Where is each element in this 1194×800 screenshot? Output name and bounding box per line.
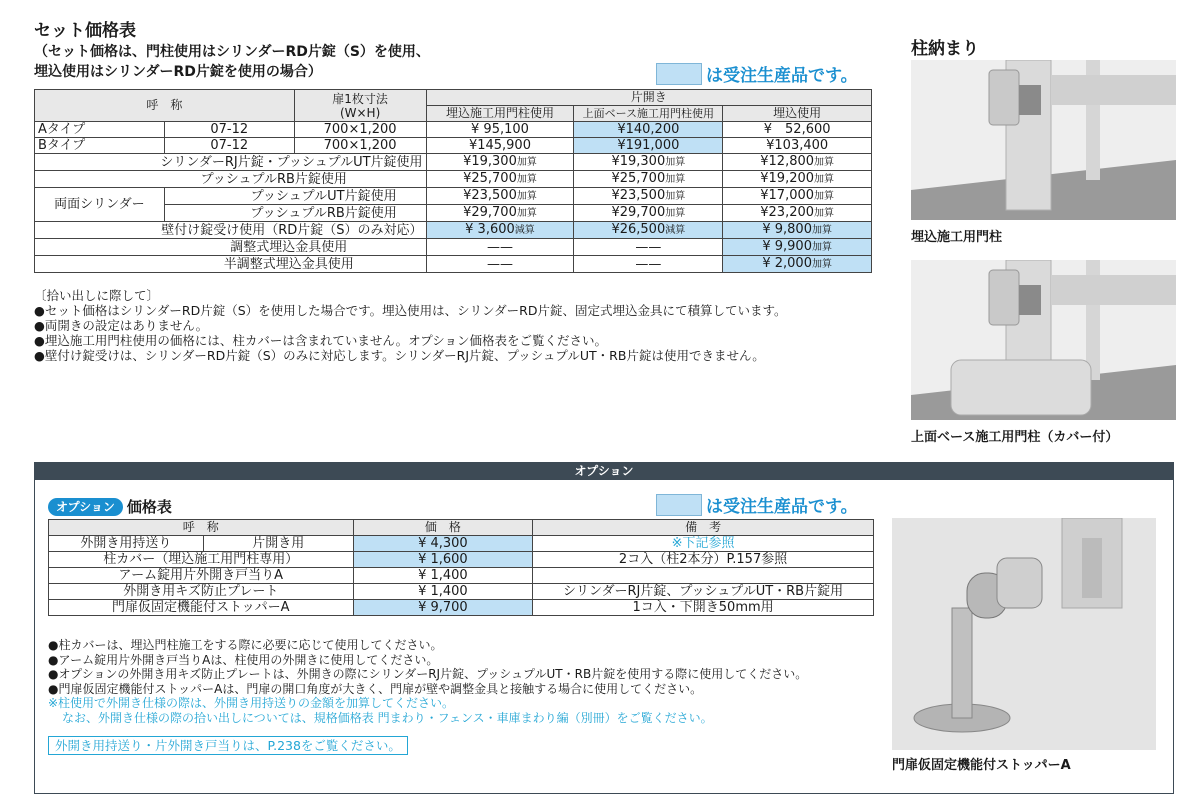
row-b-size: 700×1,200 xyxy=(294,138,426,154)
set-price-title: セット価格表 xyxy=(34,21,136,41)
row8-p2: —— xyxy=(574,239,723,256)
table-row xyxy=(49,600,874,616)
hdr-c2: 上面ベース施工用門柱使用 xyxy=(574,106,723,122)
row8-label: 調整式埋込金具使用 xyxy=(35,239,427,256)
note-line: 〔拾い出しに際して〕 xyxy=(34,288,160,303)
note-line: ●オプションの外開き用キズ防止プレートは、外開きの際にシリンダーRJ片錠、プッシュプルUT・RB片錠を使用する際に使用してください。 xyxy=(48,667,808,681)
row5-group: 両面シリンダー xyxy=(35,188,165,222)
opt-row0-price: ¥ 4,300 xyxy=(353,536,533,552)
row3-label: シリンダーRJ片錠・プッシュプルUT片錠使用 xyxy=(35,154,427,171)
option-notes xyxy=(48,638,878,725)
row5-p1: ¥23,500加算 xyxy=(426,188,574,205)
note-line: ●門扉仮固定機能付ストッパーAは、門扉の開口角度が大きく、門扉が壁や調整金具と接触する場合に使用してください。 xyxy=(48,681,703,696)
row8-p3: ¥ 9,900加算 xyxy=(723,239,872,256)
note-line-cyan: なお、外開き仕様の際の拾い出しについては、規格価格表 門まわり・フェンス・車庫まわり編（別冊）をご覧ください。 xyxy=(62,710,713,725)
stopper-image xyxy=(892,518,1156,750)
row7-label: 壁付け錠受け使用（RD片錠（S）のみ対応） xyxy=(35,222,427,239)
set-price-sub1: （セット価格は、門柱使用はシリンダーRD片錠（S）を使用、 xyxy=(34,44,430,60)
row9-label: 半調整式埋込金具使用 xyxy=(35,256,427,273)
opt-row4-note: 1コ入・下開き50mm用 xyxy=(533,600,874,616)
note-line-cyan: ※柱使用で外開き仕様の際は、外開き用持送りの金額を加算してください。 xyxy=(48,696,455,710)
table-row xyxy=(49,568,874,584)
table-row xyxy=(49,552,874,568)
opt-row0-note: ※下記参照 xyxy=(533,536,874,552)
table-row xyxy=(49,536,874,552)
row5-p3: ¥17,000加算 xyxy=(723,188,872,205)
option-legend xyxy=(656,492,858,517)
set-notes xyxy=(34,288,894,363)
table-row xyxy=(35,154,872,171)
row7-p1: ¥ 3,600減算 xyxy=(426,222,574,239)
opt-row4-a: 門扉仮固定機能付ストッパーA xyxy=(49,600,354,616)
row-a-name: Aタイプ xyxy=(35,122,165,138)
legend-text: は受注生産品です。 xyxy=(706,66,858,86)
note-line: ●埋込施工用門柱使用の価格には、柱カバーは含まれていません。オプション価格表をご覧ください。 xyxy=(34,333,608,348)
row3-p1: ¥19,300加算 xyxy=(426,154,574,171)
row8-p1: —— xyxy=(426,239,574,256)
row9-p1: —— xyxy=(426,256,574,273)
table-row xyxy=(49,584,874,600)
photos-heading: 柱納まり xyxy=(911,39,979,59)
row7-p3: ¥ 9,800加算 xyxy=(723,222,872,239)
option-title-row xyxy=(48,496,172,517)
option-pill: オプション xyxy=(48,498,123,516)
opt-hdr-price: 価 格 xyxy=(353,520,533,536)
embedded-post-image xyxy=(911,60,1176,220)
caption-stopper: 門扉仮固定機能付ストッパーA xyxy=(892,758,1071,773)
option-box-note: 外開き用持送り・片外開き戸当りは、P.238をご覧ください。 xyxy=(48,736,408,755)
option-bar: オプション xyxy=(34,462,1174,480)
table-row xyxy=(35,138,872,154)
set-price-table xyxy=(34,89,872,273)
opt-row4-price: ¥ 9,700 xyxy=(353,600,533,616)
row6-p2: ¥29,700加算 xyxy=(574,205,723,222)
row-b-p1: ¥145,900 xyxy=(426,138,574,154)
opt-row2-a: アーム錠用片外開き戸当りA xyxy=(49,568,354,584)
base-post-image xyxy=(911,260,1176,420)
row4-p1: ¥25,700加算 xyxy=(426,171,574,188)
opt-row3-note: シリンダーRJ片錠、プッシュプルUT・RB片錠用 xyxy=(533,584,874,600)
set-price-sub2: 埋込使用はシリンダーRD片錠を使用の場合） xyxy=(34,64,322,80)
caption-embedded-post: 埋込施工用門柱 xyxy=(911,230,1003,245)
row-a-p2: ¥140,200 xyxy=(574,122,723,138)
hdr-c1: 埋込施工用門柱使用 xyxy=(426,106,574,122)
opt-row0-a: 外開き用持送り xyxy=(49,536,204,552)
row3-p2: ¥19,300加算 xyxy=(574,154,723,171)
row6-p1: ¥29,700加算 xyxy=(426,205,574,222)
row6-label: プッシュプルRB片錠使用 xyxy=(164,205,426,222)
note-line: ●セット価格はシリンダーRD片錠（S）を使用した場合です。埋込使用は、シリンダーRD片錠、固定式埋込金具にて積算しています。 xyxy=(34,303,787,318)
row-b-p2: ¥191,000 xyxy=(574,138,723,154)
row7-p2: ¥26,500減算 xyxy=(574,222,723,239)
row9-p2: —— xyxy=(574,256,723,273)
note-line: ●アーム錠用片外開き戸当りAは、柱使用の外開きに使用してください。 xyxy=(48,652,439,667)
row-a-size: 700×1,200 xyxy=(294,122,426,138)
hdr-name: 呼 称 xyxy=(35,90,295,122)
note-line: ●壁付け錠受けは、シリンダーRD片錠（S）のみに対応します。シリンダーRJ片錠、プッシュプルUT・RB片錠は使用できません。 xyxy=(34,348,765,363)
opt-row1-a: 柱カバー（埋込施工用門柱専用） xyxy=(49,552,354,568)
row5-p2: ¥23,500加算 xyxy=(574,188,723,205)
made-to-order-legend xyxy=(656,61,858,86)
note-line: ●柱カバーは、埋込門柱施工をする際に必要に応じて使用してください。 xyxy=(48,638,443,652)
opt-row0-b: 片開き用 xyxy=(203,536,353,552)
row-a-p1: ¥ 95,100 xyxy=(426,122,574,138)
opt-hdr-note: 備 考 xyxy=(533,520,874,536)
row-a-p3: ¥ 52,600 xyxy=(723,122,872,138)
row5-label: プッシュプルUT片錠使用 xyxy=(164,188,426,205)
opt-row3-price: ¥ 1,400 xyxy=(353,584,533,600)
photo-embedded-post xyxy=(911,60,1176,220)
legend-swatch xyxy=(656,63,702,85)
opt-row3-a: 外開き用キズ防止プレート xyxy=(49,584,354,600)
option-price-table xyxy=(48,519,874,616)
row-b-code: 07-12 xyxy=(164,138,294,154)
row3-p3: ¥12,800加算 xyxy=(723,154,872,171)
legend-swatch xyxy=(656,494,702,516)
row9-p3: ¥ 2,000加算 xyxy=(723,256,872,273)
hdr-c3: 埋込使用 xyxy=(723,106,872,122)
caption-base-post: 上面ベース施工用門柱（カバー付） xyxy=(911,430,1119,445)
hdr-size: 扉1枚寸法 (W×H) xyxy=(294,90,426,122)
row-b-name: Bタイプ xyxy=(35,138,165,154)
table-row xyxy=(35,256,872,273)
row4-p2: ¥25,700加算 xyxy=(574,171,723,188)
opt-row2-note xyxy=(533,568,874,584)
option-box-note-wrap xyxy=(48,735,408,755)
opt-hdr-name: 呼 称 xyxy=(49,520,354,536)
note-line: ●両開きの設定はありません。 xyxy=(34,318,209,333)
photo-stopper xyxy=(892,518,1156,750)
option-title: 価格表 xyxy=(126,498,172,516)
table-row xyxy=(35,171,872,188)
opt-row1-price: ¥ 1,600 xyxy=(353,552,533,568)
table-row xyxy=(35,239,872,256)
table-row xyxy=(35,222,872,239)
row-b-p3: ¥103,400 xyxy=(723,138,872,154)
row4-label: プッシュプルRB片錠使用 xyxy=(35,171,427,188)
hdr-open: 片開き xyxy=(426,90,871,106)
legend-text: は受注生産品です。 xyxy=(706,497,858,517)
table-row xyxy=(35,122,872,138)
table-row xyxy=(35,188,872,205)
opt-row1-note: 2コ入（柱2本分）P.157参照 xyxy=(533,552,874,568)
row6-p3: ¥23,200加算 xyxy=(723,205,872,222)
opt-row2-price: ¥ 1,400 xyxy=(353,568,533,584)
row-a-code: 07-12 xyxy=(164,122,294,138)
row4-p3: ¥19,200加算 xyxy=(723,171,872,188)
photo-base-post xyxy=(911,260,1176,420)
